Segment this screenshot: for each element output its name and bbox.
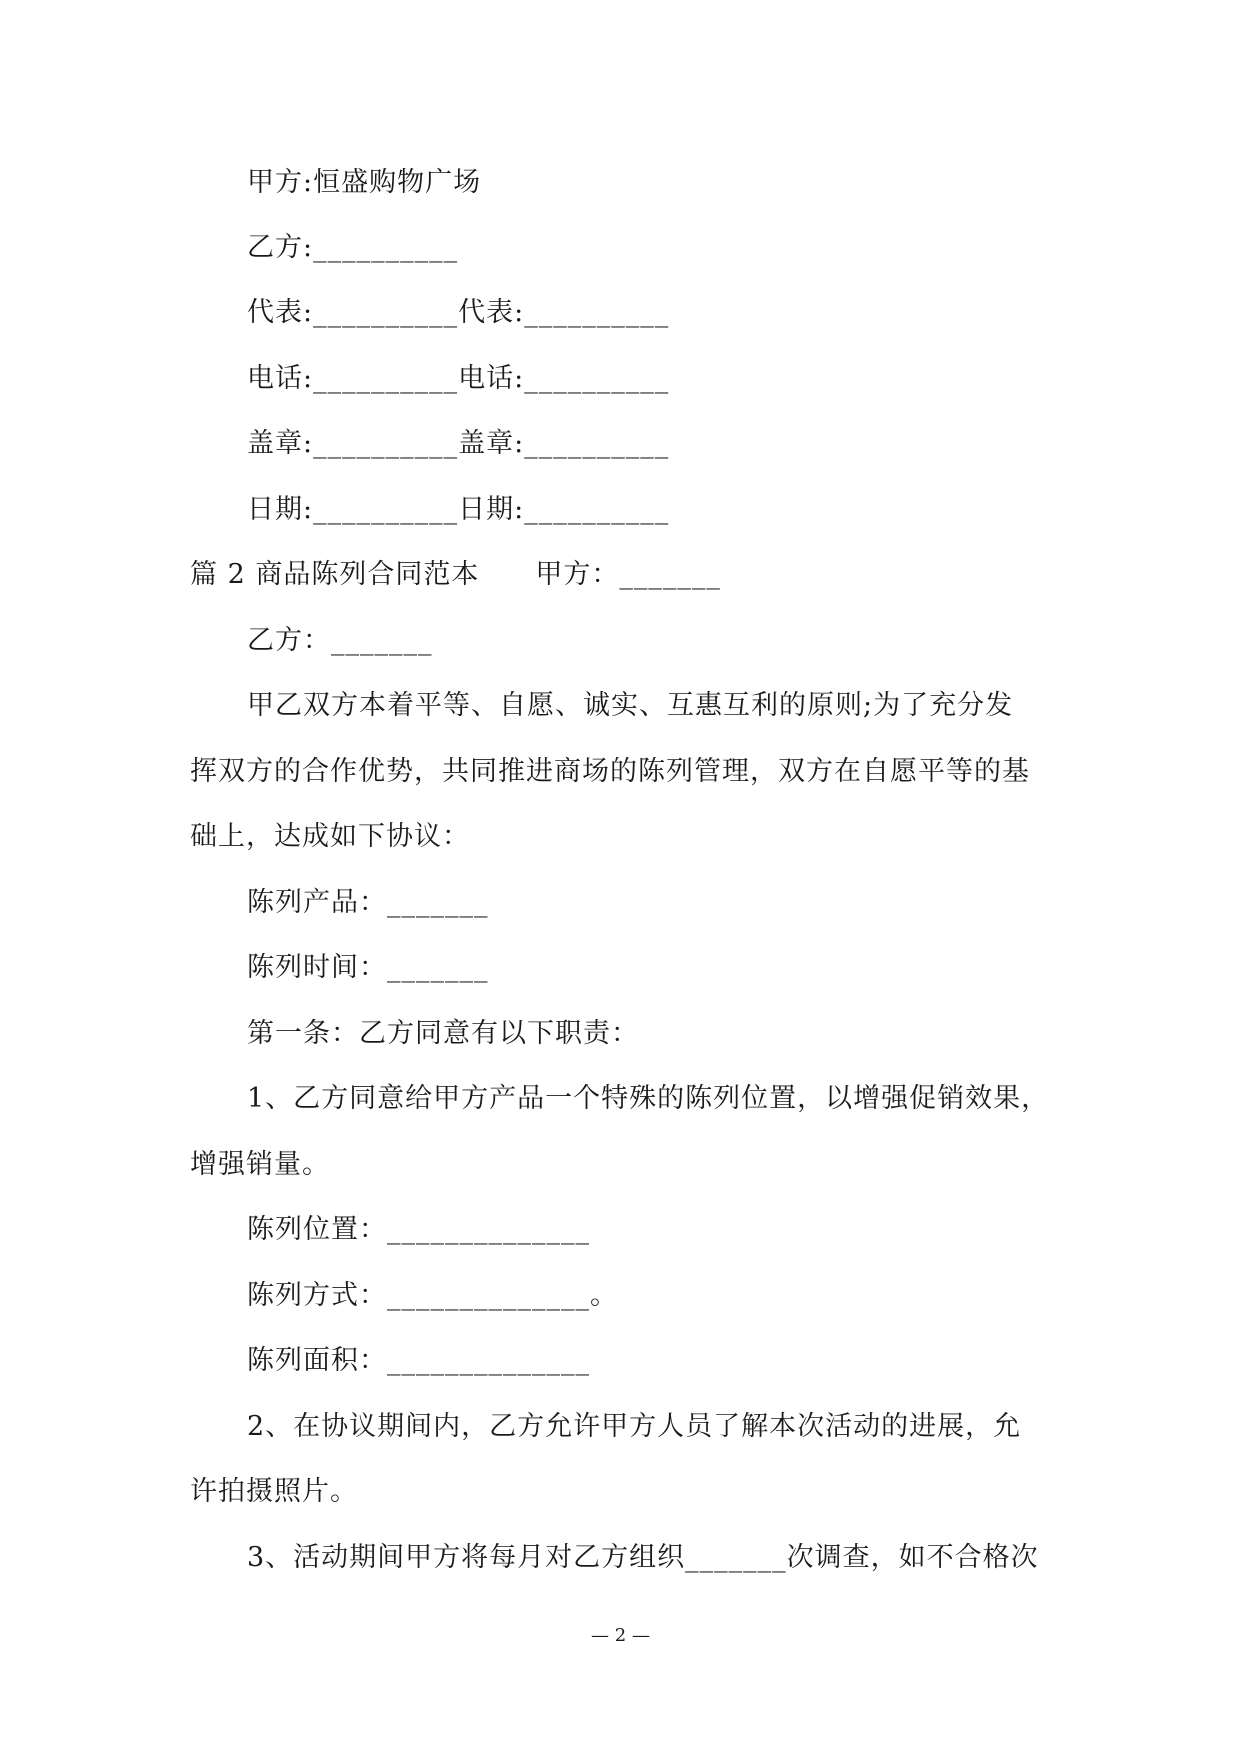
item2-line-1: 2、在协议期间内，乙方允许甲方人员了解本次活动的进展，允 — [247, 1411, 1022, 1442]
party-a-line: 甲方:恒盛购物广场 — [247, 167, 482, 198]
display-time-line: 陈列时间：_______ — [247, 952, 489, 983]
item1-line-2: 增强销量。 — [190, 1149, 330, 1180]
display-product-line: 陈列产品：_______ — [247, 887, 489, 918]
phone-line: 电话:__________电话:__________ — [247, 363, 670, 394]
section2-party-a: 甲方：_______ — [535, 559, 721, 590]
intro-line-3: 础上，达成如下协议： — [190, 821, 470, 852]
section2-heading-line — [190, 558, 721, 592]
item3-line-1: 3、活动期间甲方将每月对乙方组织_______次调查，如不合格次 — [247, 1542, 1039, 1573]
article1-title: 第一条：乙方同意有以下职责： — [247, 1018, 639, 1049]
display-position-line: 陈列位置：______________ — [247, 1214, 590, 1245]
section2-party-b: 乙方：_______ — [247, 625, 433, 656]
intro-line-2: 挥双方的合作优势，共同推进商场的陈列管理，双方在自愿平等的基 — [190, 756, 1030, 787]
item1-line-1: 1、乙方同意给甲方产品一个特殊的陈列位置，以增强促销效果， — [247, 1083, 1050, 1114]
page-number: — 2 — — [591, 1625, 650, 1646]
intro-line-1: 甲乙双方本着平等、自愿、诚实、互惠互利的原则;为了充分发 — [247, 690, 1014, 721]
representative-line: 代表:__________代表:__________ — [247, 297, 670, 328]
seal-line: 盖章:__________盖章:__________ — [247, 428, 670, 459]
item2-line-2: 许拍摄照片。 — [190, 1476, 358, 1507]
display-area-line: 陈列面积：______________ — [247, 1345, 590, 1376]
date-line: 日期:__________日期:__________ — [247, 494, 670, 525]
display-method-line: 陈列方式：______________。 — [247, 1280, 618, 1311]
section2-heading: 篇 2 商品陈列合同范本 — [190, 559, 480, 590]
party-b-line: 乙方:__________ — [247, 232, 459, 263]
